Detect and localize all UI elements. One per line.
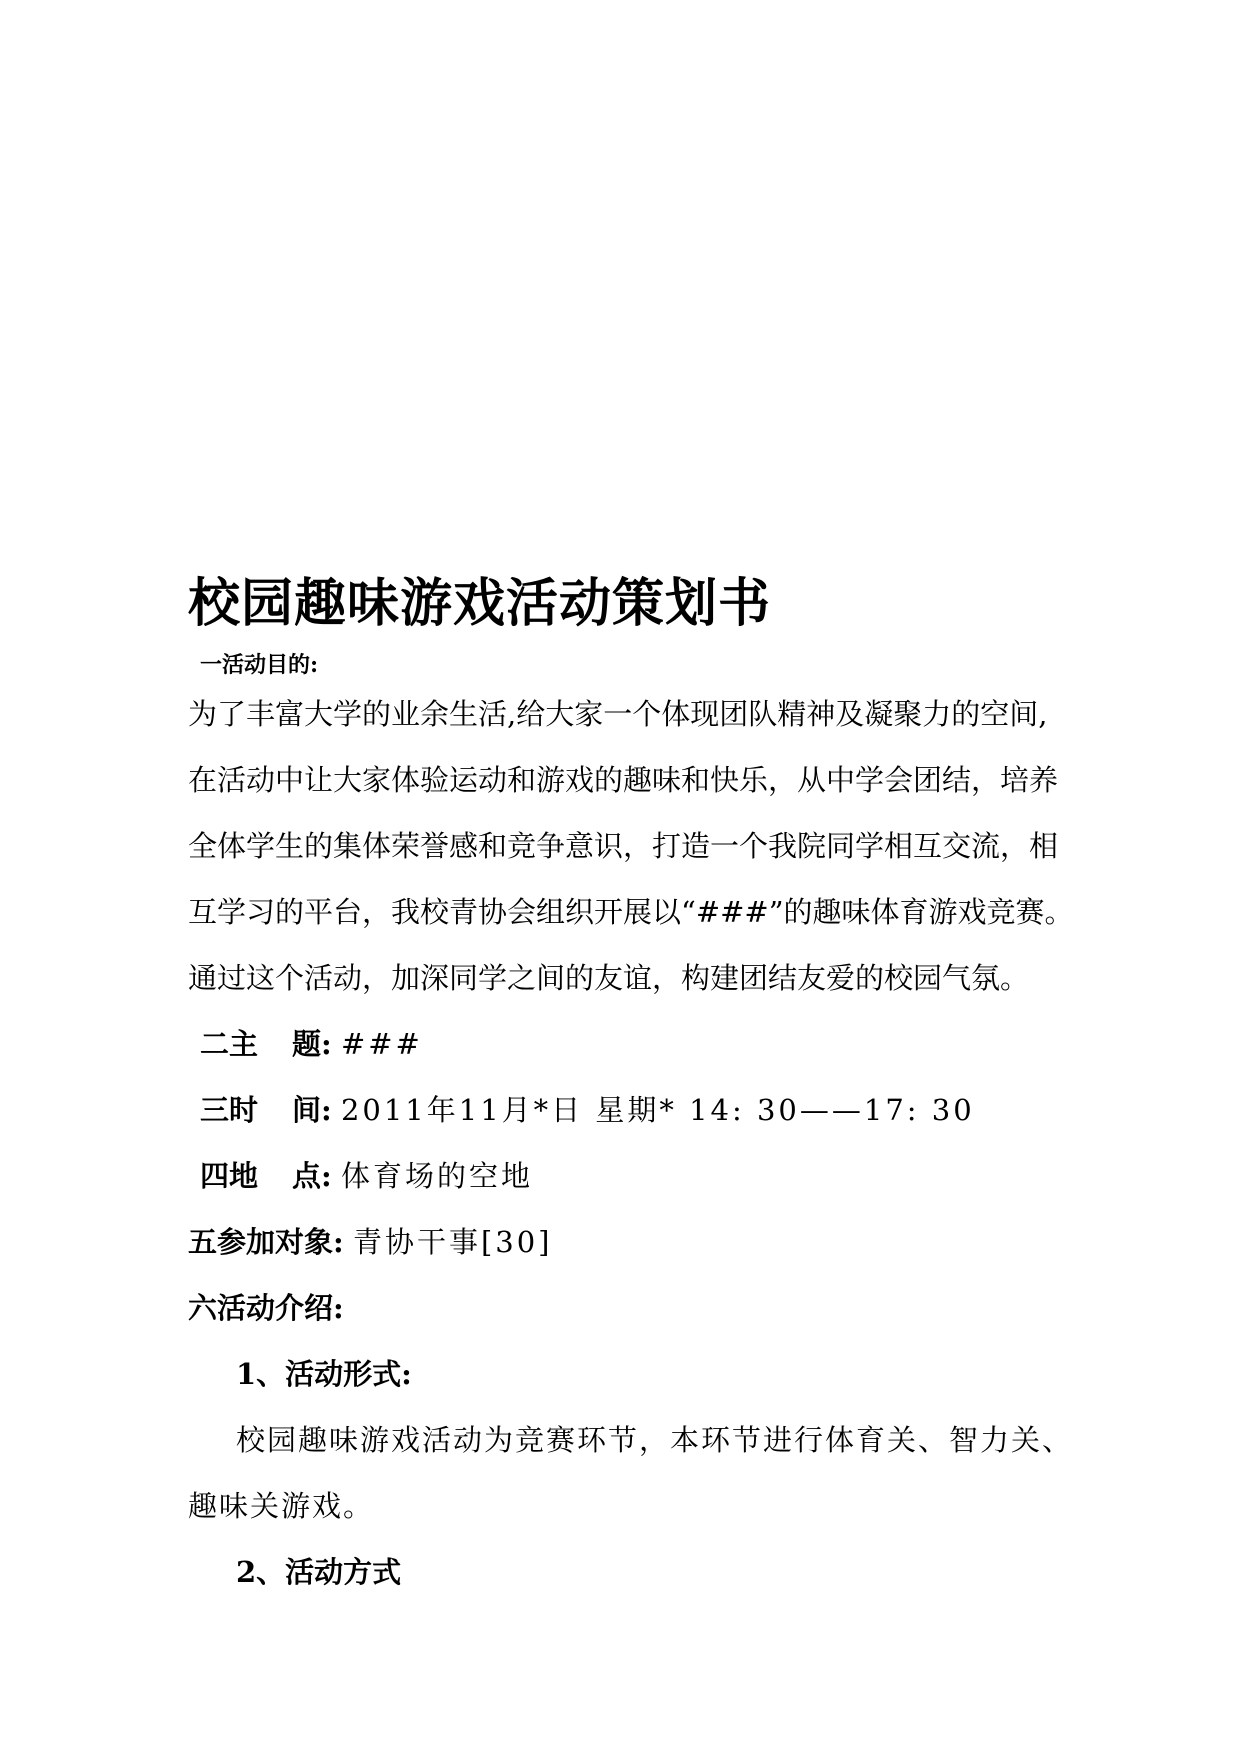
page-title: 校园趣味游戏活动策划书 [188, 573, 772, 634]
theme-value: ### [340, 1027, 423, 1061]
theme-label-a: 二主 [200, 1027, 259, 1061]
participants-row [188, 1222, 552, 1262]
location-label-b: 点: [292, 1159, 332, 1193]
activity-form-line-1: 校园趣味游戏活动为竞赛环节，本环节进行体育关、智力关、 [236, 1423, 1074, 1457]
time-label-b: 间: [292, 1093, 332, 1127]
section-intro-heading: 六活动介绍: [188, 1291, 344, 1325]
purpose-line-1: 为了丰富大学的业余生活,给大家一个体现团队精神及凝聚力的空间, [188, 697, 1048, 731]
time-row [200, 1090, 975, 1130]
activity-form-line-2: 趣味关游戏。 [188, 1489, 375, 1523]
location-label-a: 四地 [200, 1159, 259, 1193]
purpose-line-4: 互学习的平台，我校青协会组织开展以“###”的趣味体育游戏竞赛。 [188, 895, 1074, 929]
activity-method-heading: 2、活动方式 [236, 1555, 402, 1589]
section-purpose-heading: 一活动目的: [200, 652, 319, 678]
time-value: 2011年11月*日 星期* 14: 30——17: 30 [340, 1093, 975, 1127]
location-row [200, 1156, 533, 1196]
participants-label: 五参加对象: [188, 1225, 344, 1259]
purpose-line-3: 全体学生的集体荣誉感和竞争意识，打造一个我院同学相互交流，相 [188, 829, 1059, 863]
location-value: 体育场的空地 [340, 1159, 533, 1193]
time-label-a: 三时 [200, 1093, 259, 1127]
activity-form-heading: 1、活动形式: [236, 1357, 412, 1391]
purpose-line-2: 在活动中让大家体验运动和游戏的趣味和快乐，从中学会团结，培养 [188, 763, 1059, 797]
theme-row [200, 1024, 423, 1064]
theme-label-b: 题: [292, 1027, 332, 1061]
purpose-line-5: 通过这个活动，加深同学之间的友谊，构建团结友爱的校园气氛。 [188, 961, 1030, 995]
participants-value: 青协干事[30] [352, 1225, 553, 1259]
